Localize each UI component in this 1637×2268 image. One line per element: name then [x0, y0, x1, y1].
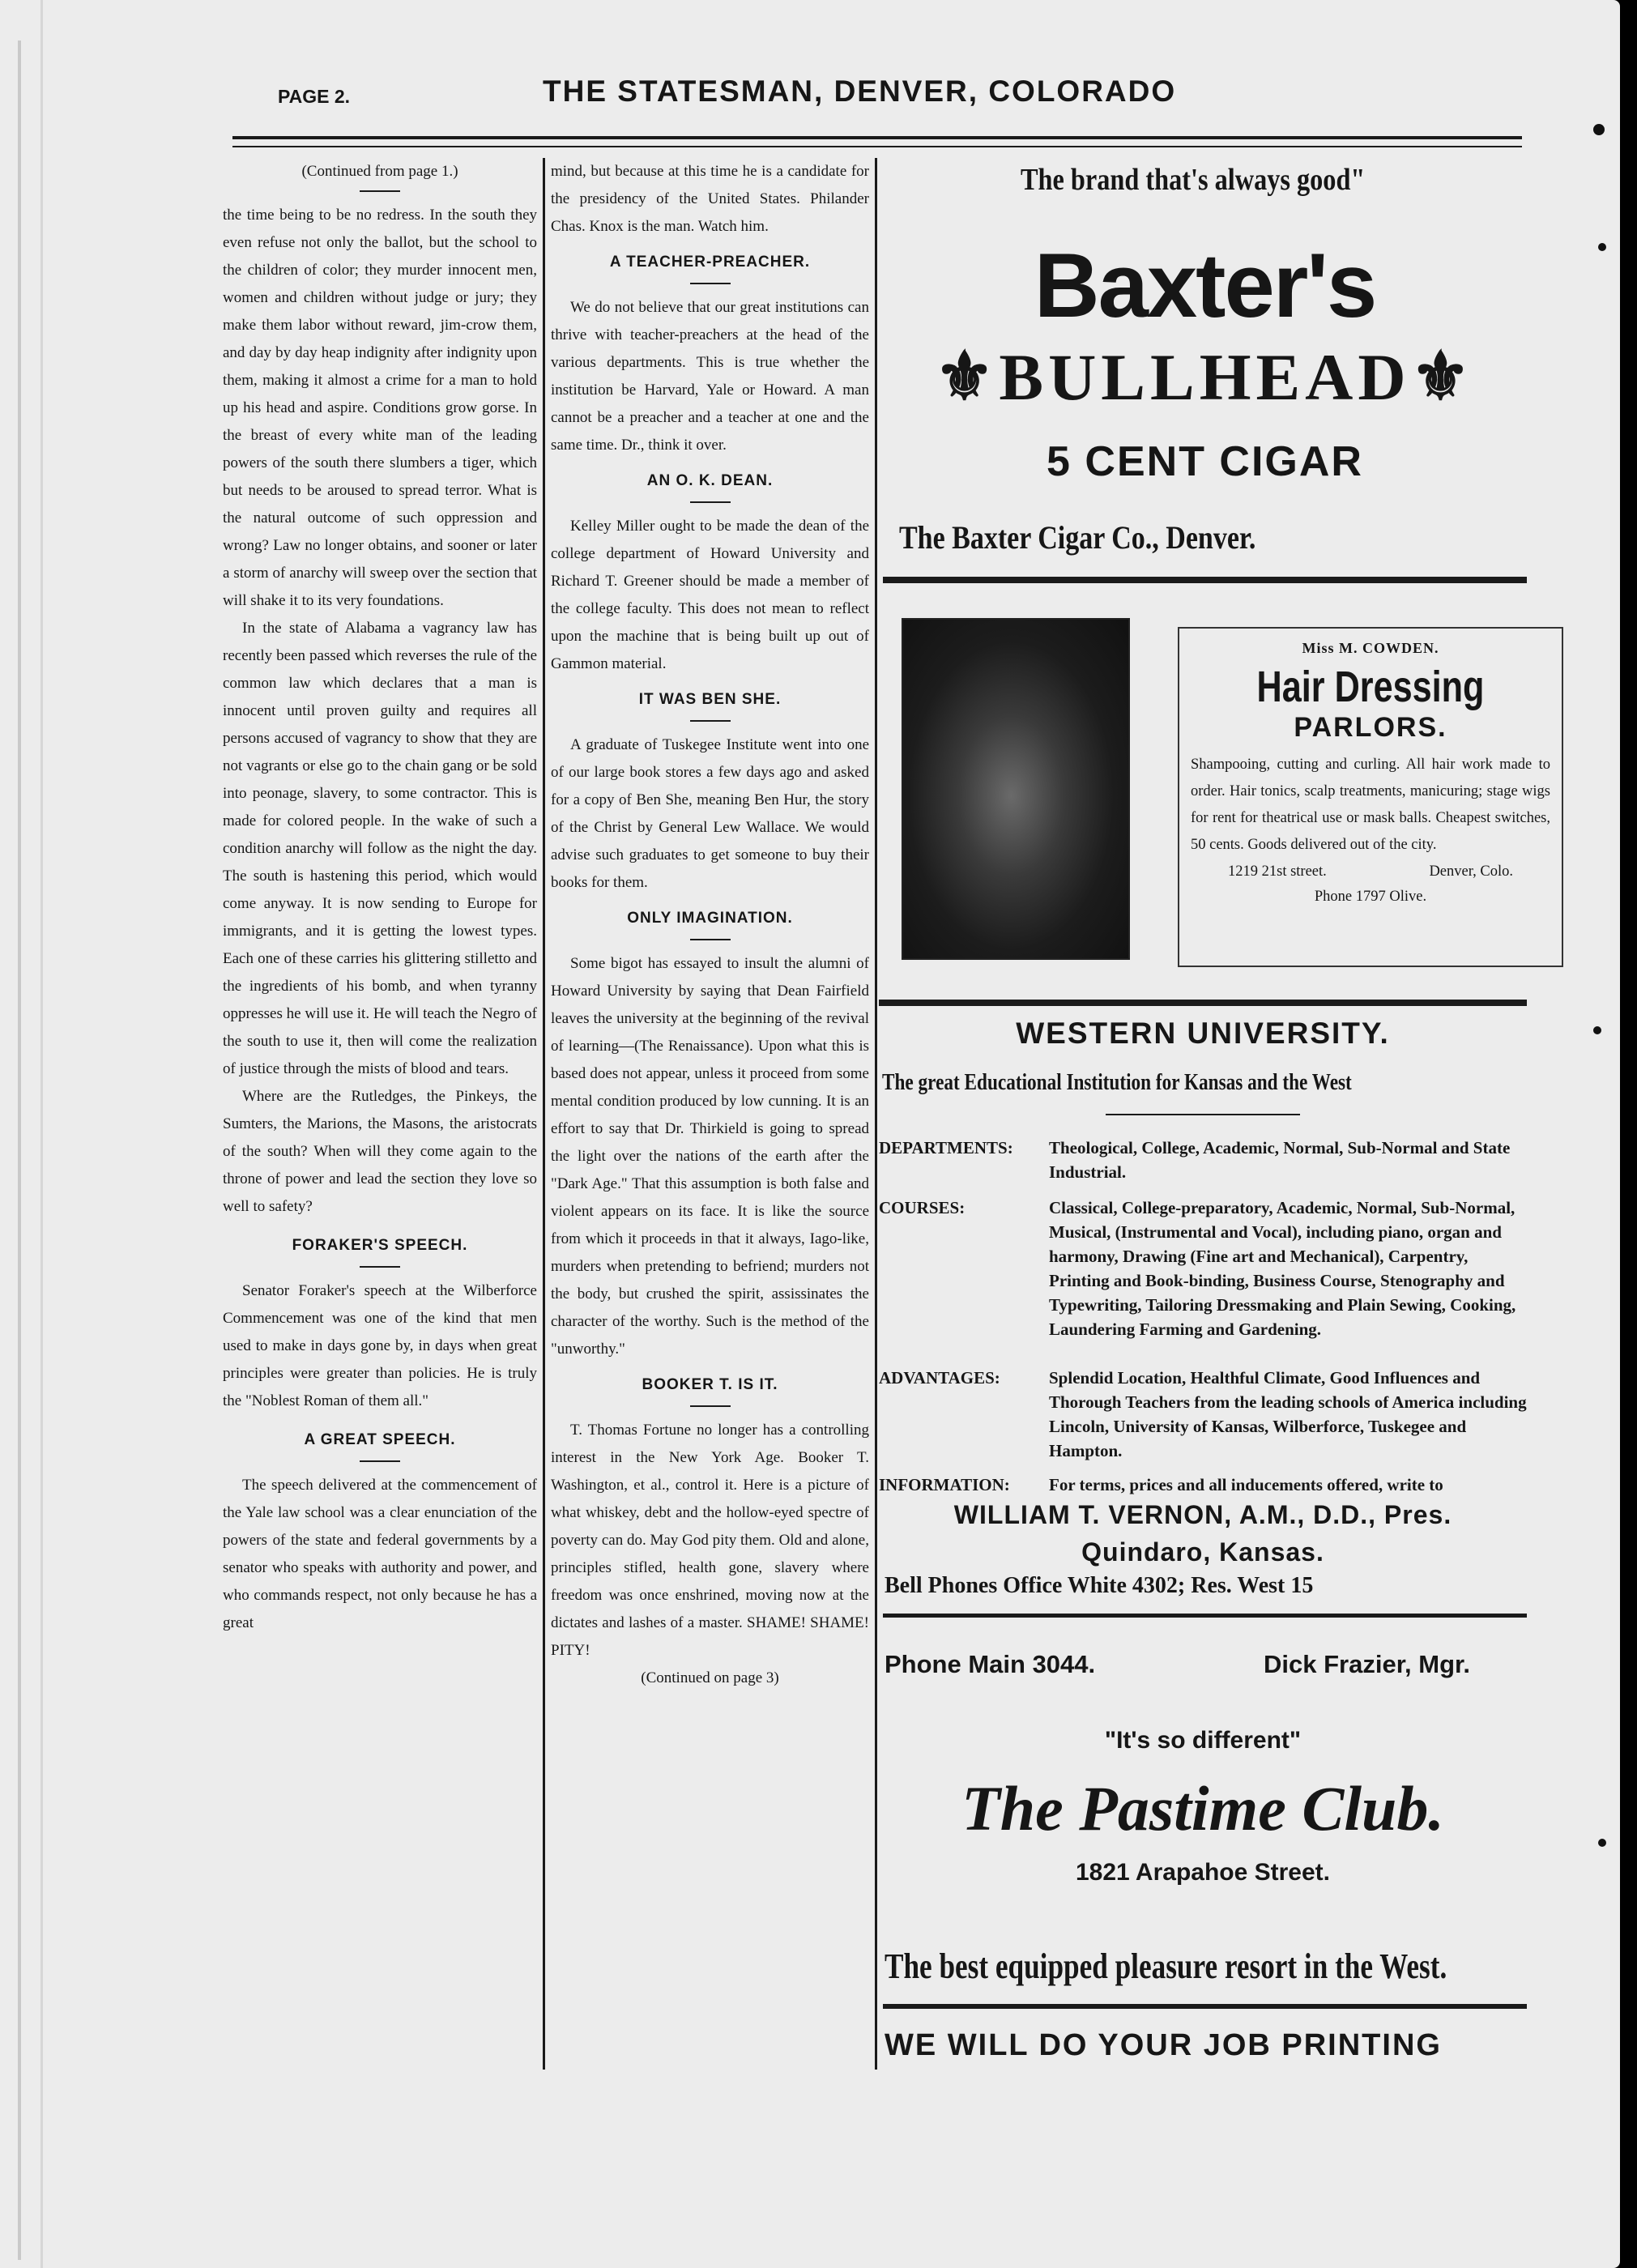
- article-heading: ONLY IMAGINATION.: [627, 910, 793, 927]
- paragraph: A graduate of Tuskegee Institute went into one of our large book stores a few days ago and asked for a copy of Ben She, meaning Ben Hur, the story of the Christ by General Lew Wallace. We would advise such graduates to get someone to buy their books for them.: [551, 736, 869, 891]
- row-value: For terms, prices and all inducements offered, write to: [1049, 1475, 1443, 1494]
- fleur-de-lis-icon: ⚜: [934, 340, 1000, 414]
- row-label: DEPARTMENTS:: [879, 1138, 1013, 1157]
- row-value: Theological, College, Academic, Normal, Sub-Normal and State Industrial.: [1049, 1138, 1511, 1182]
- paragraph: Where are the Rutledges, the Pinkeys, the Sumters, the Marions, the Masons, the aristocrats of the south? When will they come again to the throne of power and lead the section they love so well to safety?: [223, 1088, 537, 1215]
- article-heading: AN O. K. DEAN.: [646, 472, 774, 489]
- column-divider: [875, 158, 877, 2070]
- article-heading: FORAKER'S SPEECH.: [292, 1237, 468, 1254]
- university-row-courses: [879, 1196, 1527, 1366]
- separator: [1106, 1114, 1300, 1115]
- hair-title: Hair Dressing: [1256, 663, 1485, 711]
- paragraph: We do not believe that our great institutions can thrive with teacher-preachers at the head of the various departments. This is true whether the institution be Harvard, Yale or Howard. A man cannot be a preacher and a teacher at one and the same time. Dr., think it over.: [551, 299, 869, 454]
- club-manager: Dick Frazier, Mgr.: [1264, 1650, 1470, 1678]
- row-value: Classical, College-preparatory, Academic, Normal, Sub-Normal, Musical, (Instrumental and Vocal), including piano, organ and harmony, Drawing (Fine art and Mechanical), Carpentry, Printing and Book-binding, Business Course, Stenography and Typewriting, Tailoring Dressmaking and Plain Sewing, Cooking, Laundering Farming and Gardening.: [1049, 1198, 1516, 1339]
- hair-address-line: [1179, 859, 1562, 885]
- portrait-photo: [902, 618, 1130, 960]
- article-heading: A TEACHER-PREACHER.: [609, 254, 811, 271]
- article-heading: A GREAT SPEECH.: [304, 1431, 456, 1448]
- job-printing-footer: WE WILL DO YOUR JOB PRINTING: [885, 2028, 1442, 2062]
- separator: [690, 501, 731, 503]
- paragraph: In the state of Alabama a vagrancy law has recently been passed which reverses the rule of the common law which declares that a man is innocent until proven guilty and requires all persons accused of vagrancy to show that they are not vagrants or else go to the chain gang or be sold into peonage, slavery, to some contractor. This is made for colored people. In the wake of such a condition anarchy will follow as the night the day. The south is hastening this period, which would come anyway. It is now sending to Europe for immigrants, and it is getting the lowest types. Each one of these carries his glittering stilletto and the ingredients of his bomb, and when tyranny oppresses he will use it. He will teach the Negro of the south to use it, then will come the realization of justice through the mists of blood and tears.: [223, 620, 537, 1077]
- separator: [690, 1405, 731, 1407]
- hair-subtitle: PARLORS.: [1294, 712, 1447, 743]
- cigar-brand: Baxter's: [1034, 235, 1376, 336]
- cigar-price: 5 CENT CIGAR: [1047, 438, 1363, 485]
- hair-services: Shampooing, cutting and curling. All hair work made to order. Hair tonics, scalp treatments, manicuring; stage wigs for rent for theatrical use or mask balls. Cheapest switches, 50 cents. Goods delivered out of the city.: [1191, 757, 1550, 853]
- cigar-company: The Baxter Cigar Co., Denver.: [899, 519, 1256, 556]
- separator: [360, 190, 400, 192]
- newspaper-title: THE STATESMAN, DENVER, COLORADO: [543, 75, 1177, 108]
- university-phones: Bell Phones Office White 4302; Res. West 15: [885, 1573, 1314, 1598]
- punch-hole: [1593, 124, 1605, 135]
- university-row-information: [879, 1473, 1527, 1500]
- paragraph: T. Thomas Fortune no longer has a controlling interest in the New York Age. Booker T. Washington, et al., control it. Here is a picture of what whiskey, debt and the hollow-eyed spectre of poverty can do. May God pity them. Old and alone, principles stifled, health gone, slavery where freedom was once enshrined, moving now at the dictates and lashes of a master. SHAME! SHAME! PITY!: [551, 1422, 869, 1659]
- separator: [690, 939, 731, 940]
- row-label: ADVANTAGES:: [879, 1368, 1000, 1388]
- row-label: COURSES:: [879, 1198, 966, 1217]
- university-name: WESTERN UNIVERSITY.: [1016, 1017, 1390, 1050]
- club-address: 1821 Arapahoe Street.: [1075, 1859, 1331, 1886]
- page-header: [0, 75, 1620, 131]
- punch-hole: [1598, 243, 1606, 251]
- header-rule-thin: [232, 146, 1522, 147]
- paragraph: the time being to be no redress. In the south they even refuse not only the ballot, but the school to the children of color; they murder innocent men, women and children without judge or jury; they make them labor without reward, jim-crow them, and day by day heap indignity after indignity upon them, making it almost a crime for a man to hold up his head and aspire. Conditions grow gorse. In the breast of every white man of the leading powers of the south there slumbers a tiger, which but needs to be aroused to spread terror. What is the natural outcome of such oppression and wrong? Law no longer obtains, and sooner or later a storm of anarchy will sweep over the section that will shake it to its very foundations.: [223, 207, 537, 609]
- continued-note: (Continued on page 3): [641, 1669, 779, 1686]
- club-phone: Phone Main 3044.: [885, 1650, 1096, 1678]
- column-divider: [543, 158, 545, 2070]
- punch-hole: [1593, 1026, 1601, 1034]
- university-row-departments: [879, 1136, 1527, 1187]
- cigar-product: [883, 339, 1527, 416]
- university-tagline: The great Educational Institution for Kansas and the West: [882, 1070, 1352, 1095]
- page-edge-shadow: [40, 0, 43, 2268]
- separator: [690, 720, 731, 722]
- cigar-product-name: BULLHEAD: [999, 340, 1411, 414]
- separator: [690, 283, 731, 284]
- row-label: INFORMATION:: [879, 1475, 1010, 1494]
- ad-rule: [883, 2004, 1527, 2009]
- fleur-de-lis-icon: ⚜: [1410, 340, 1476, 414]
- university-row-advantages: [879, 1366, 1527, 1471]
- club-slogan: "It's so different": [1104, 1727, 1302, 1754]
- club-name: The Pastime Club.: [961, 1773, 1444, 1844]
- separator: [360, 1266, 400, 1268]
- row-value: Splendid Location, Healthful Climate, Good Influences and Thorough Teachers from the leading schools of America including Lincoln, University of Kansas, Wilberforce, Tuskegee and Hampton.: [1049, 1368, 1527, 1460]
- ad-rule: [879, 1000, 1527, 1006]
- hair-dressing-advertisement: [1178, 627, 1563, 967]
- page-number: PAGE 2.: [278, 86, 351, 107]
- article-column-1: [223, 158, 537, 1637]
- page-edge-shadow: [18, 40, 21, 2260]
- hair-city: Denver, Colo.: [1429, 863, 1513, 880]
- ad-rule: [883, 1614, 1527, 1618]
- hair-address: 1219 21st street.: [1228, 863, 1327, 880]
- header-rule: [232, 136, 1522, 139]
- cigar-tagline: The brand that's always good": [1021, 163, 1366, 197]
- hair-proprietor: Miss M. COWDEN.: [1302, 640, 1439, 656]
- continued-note: (Continued from page 1.): [301, 163, 458, 180]
- separator: [360, 1460, 400, 1462]
- university-advertisement: [879, 1017, 1527, 1095]
- ad-rule: [883, 577, 1527, 583]
- paragraph: mind, but because at this time he is a candidate for the presidency of the United States. Philander Chas. Knox is the man. Watch him.: [551, 163, 869, 235]
- club-tagline: The best equipped pleasure resort in the West.: [885, 1946, 1447, 1986]
- article-heading: IT WAS BEN SHE.: [638, 691, 782, 708]
- punch-hole: [1598, 1839, 1606, 1847]
- article-column-2: [551, 158, 869, 1692]
- article-heading: BOOKER T. IS IT.: [642, 1376, 778, 1393]
- university-president: WILLIAM T. VERNON, A.M., D.D., Pres.: [953, 1500, 1452, 1529]
- paragraph: Some bigot has essayed to insult the alumni of Howard University by saying that Dean Fairfield leaves the university at the beginning of the revival of learning—(The Renaissance). Upon what this is based does not appear, unless it proceed from some mental condition produced by low cunning. It is an effort to say that Dr. Thirkield is going to spread the light over the nations of the earth after the "Dark Age." That this assumption is both false and violent appears on its face. It is like the source from which it proceeds in that it always, Iago-like, murders when pretending to befriend; murders not the body, but crushed the spirit, assissinates the character of the worthy. Such is the method of the "unworthy.": [551, 955, 869, 1358]
- paragraph: The speech delivered at the commencement of the Yale law school was a clear enunciation of the powers of the state and federal governments by a senator who speaks with authority and power, and who commands respect, not only because he has a great: [223, 1477, 537, 1631]
- university-location: Quindaro, Kansas.: [1081, 1537, 1324, 1567]
- hair-phone: Phone 1797 Olive.: [1314, 889, 1427, 905]
- cigar-advertisement: [883, 162, 1527, 559]
- paragraph: Senator Foraker's speech at the Wilberforce Commencement was one of the kind that men used to make in days gone by, in days when great principles were greater than policies. He is truly the "Noblest Roman of them all.": [223, 1282, 537, 1409]
- paragraph: Kelley Miller ought to be made the dean of the college department of Howard University and Richard T. Greener should be made a member of the college faculty. This does not mean to reflect upon the machine that is being built up out of Gammon material.: [551, 518, 869, 672]
